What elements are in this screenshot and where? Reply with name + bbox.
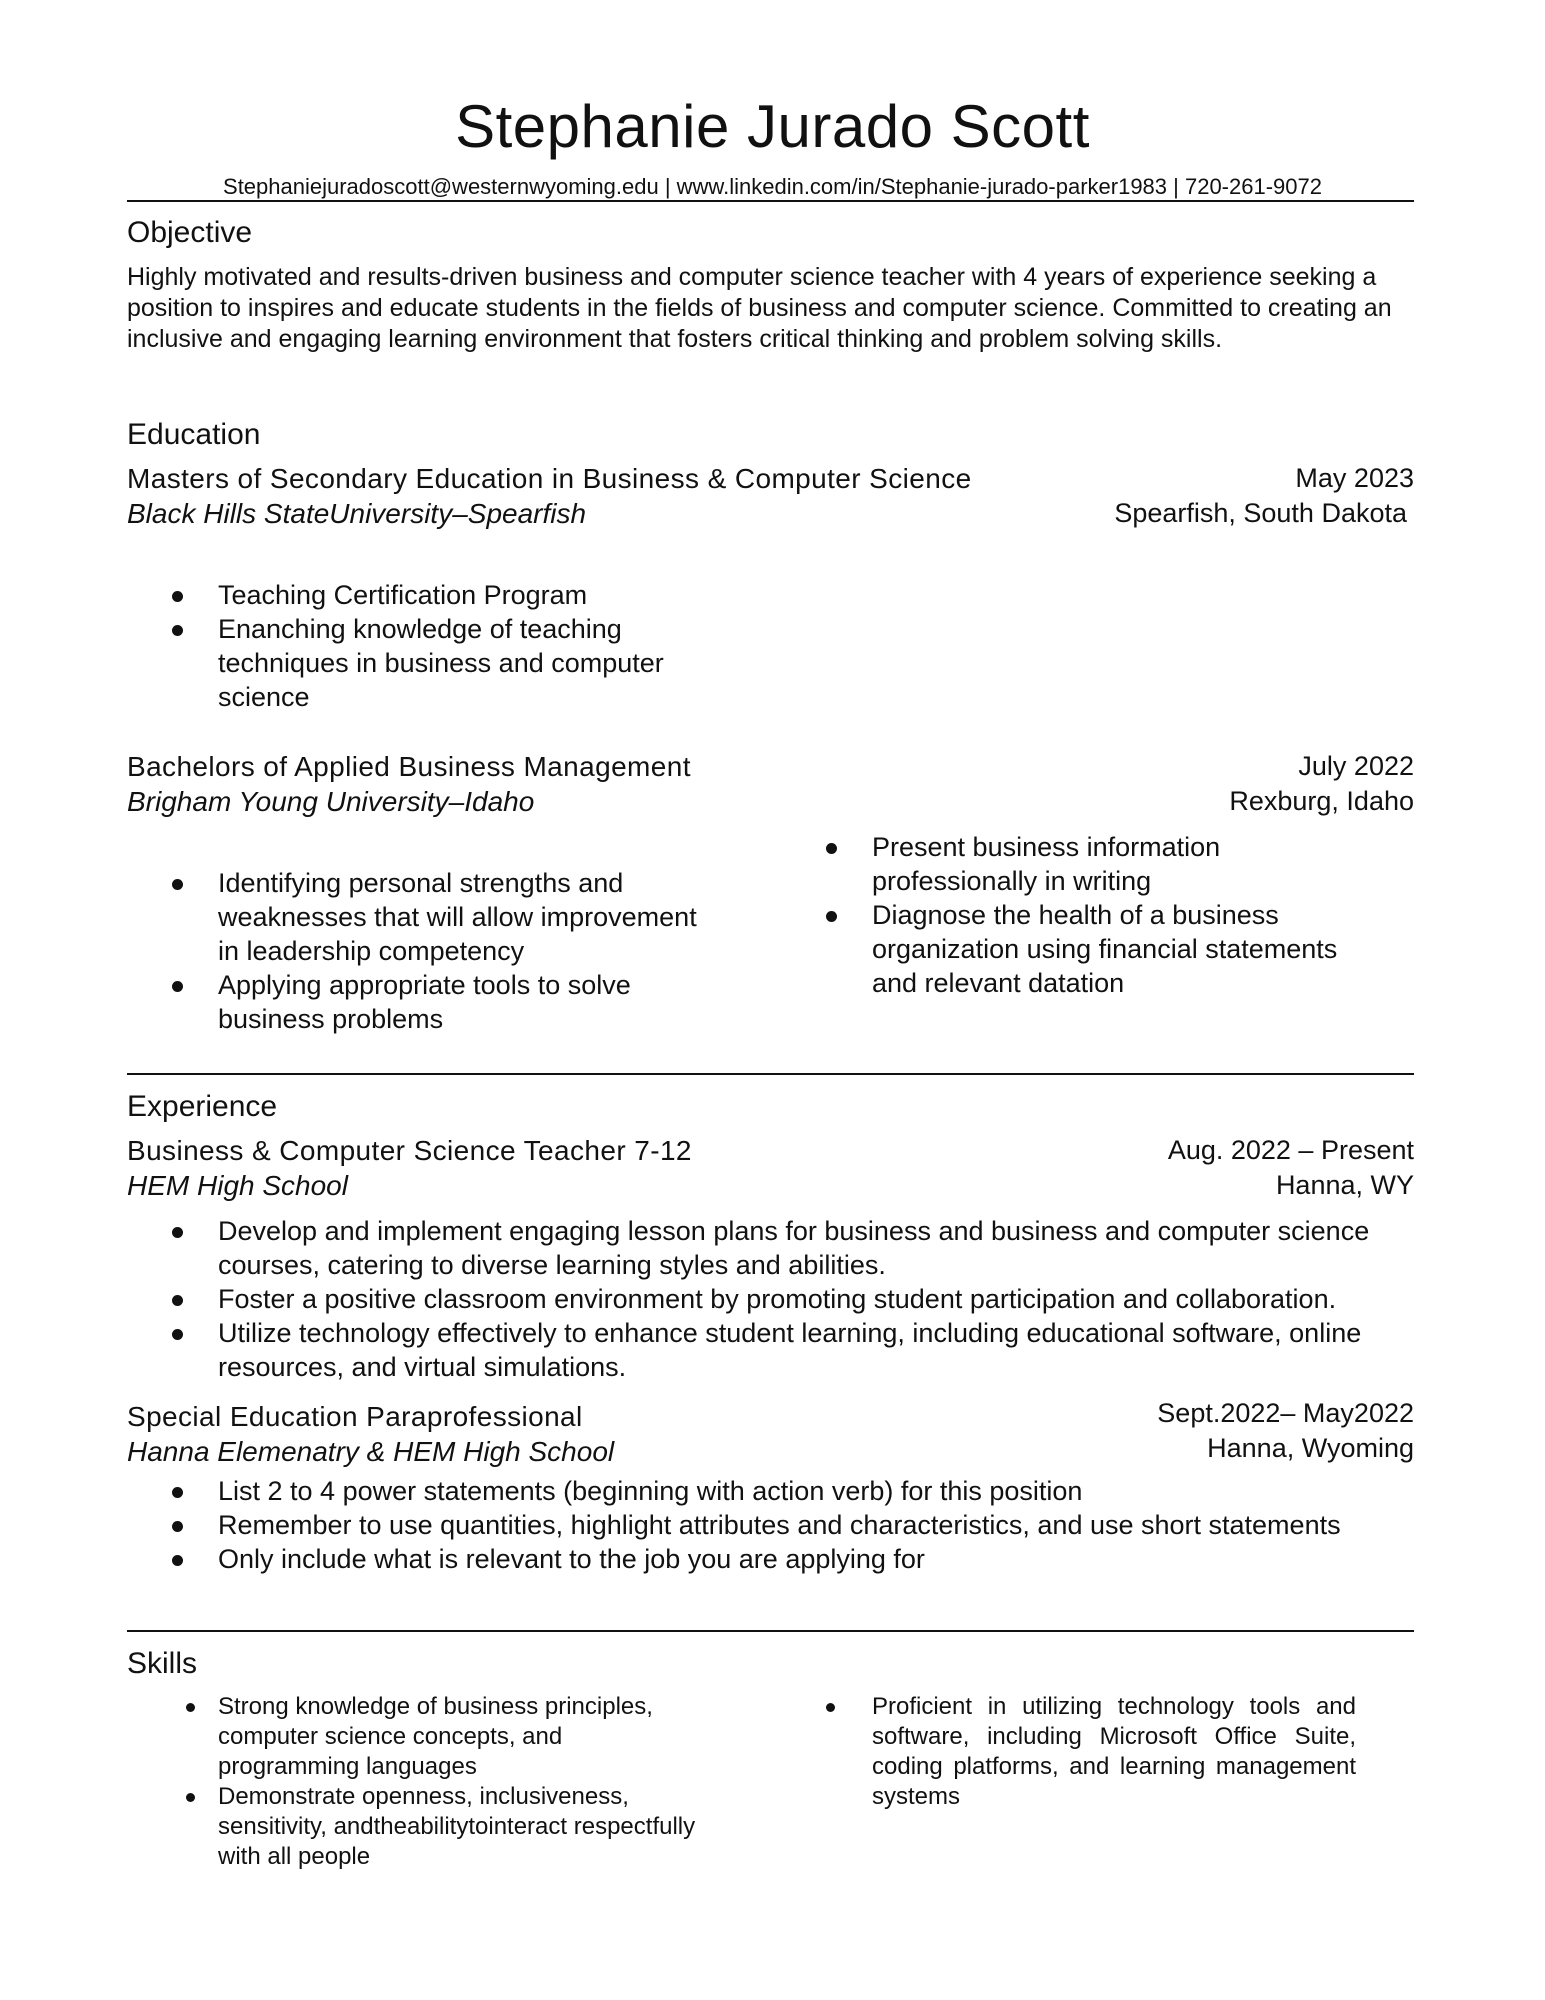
degree-date: July 2022 xyxy=(1298,751,1414,781)
education-heading: Education xyxy=(127,418,261,451)
contact-line: Stephaniejuradoscott@westernwyoming.edu | www.linkedin.com/in/Stephanie-jurado-parker1983 | 720-261-9072 xyxy=(223,174,1322,199)
experience-heading: Experience xyxy=(127,1090,278,1123)
list-item: Enanching knowledge of teaching techniques in business and computer science xyxy=(172,612,692,714)
list-item: Applying appropriate tools to solve business problems xyxy=(172,968,712,1036)
skills-heading: Skills xyxy=(127,1647,198,1680)
list-item: Teaching Certification Program xyxy=(172,578,692,612)
section-divider xyxy=(127,1630,1414,1632)
list-item: Strong knowledge of business principles, computer science concepts, and programming languages xyxy=(186,1692,706,1782)
section-divider xyxy=(127,1073,1414,1075)
list-item: Proficient in utilizing technology tools and software, including Microsoft Office Suite, coding platforms, and learning management systems xyxy=(826,1692,1356,1812)
list-item: Demonstrate openness, inclusiveness, sensitivity, andtheabilitytointeract respectfully with all people xyxy=(186,1782,706,1872)
list-item: List 2 to 4 power statements (beginning with action verb) for this position xyxy=(172,1474,1412,1508)
education-bullets-left xyxy=(172,866,712,1036)
degree-title: Bachelors of Applied Business Management xyxy=(127,751,691,782)
list-item: Develop and implement engaging lesson plans for business and business and computer science courses, catering to diverse learning styles and abilities. xyxy=(172,1214,1402,1282)
job-dates: Aug. 2022 – Present xyxy=(1167,1135,1414,1165)
job-dates: Sept.2022– May2022 xyxy=(1157,1398,1414,1428)
school-name: Brigham Young University–Idaho xyxy=(127,786,535,817)
degree-title: Masters of Secondary Education in Business & Computer Science xyxy=(127,463,972,494)
job-bullets xyxy=(172,1474,1412,1576)
resume-name: Stephanie Jurado Scott xyxy=(455,93,1090,160)
education-bullets xyxy=(172,578,692,714)
objective-text: Highly motivated and results-driven business and computer science teacher with 4 years of experience seeking a position to inspires and educate students in the fields of business and computer science. Committed to creating an inclusive and engaging learning environment that fosters critical thinking and problem solving skills. xyxy=(127,263,1392,353)
employer-name: HEM High School xyxy=(127,1170,348,1201)
header-divider xyxy=(127,200,1414,202)
degree-date: May 2023 xyxy=(1295,463,1414,493)
list-item: Identifying personal strengths and weaknesses that will allow improvement in leadership competency xyxy=(172,866,712,968)
job-location: Hanna, WY xyxy=(1275,1170,1414,1200)
objective-heading: Objective xyxy=(127,216,253,249)
school-name: Black Hills StateUniversity–Spearfish xyxy=(127,498,587,529)
job-title: Special Education Paraprofessional xyxy=(127,1401,583,1432)
list-item: Diagnose the health of a business organization using financial statements and relevant datation xyxy=(826,898,1366,1000)
skills-list-right xyxy=(826,1692,1356,1812)
job-bullets xyxy=(172,1214,1402,1384)
school-location: Rexburg, Idaho xyxy=(1229,786,1414,816)
list-item: Remember to use quantities, highlight attributes and characteristics, and use short statements xyxy=(172,1508,1412,1542)
job-title: Business & Computer Science Teacher 7-12 xyxy=(127,1135,692,1166)
list-item: Foster a positive classroom environment by promoting student participation and collaboration. xyxy=(172,1282,1402,1316)
list-item: Only include what is relevant to the job you are applying for xyxy=(172,1542,1412,1576)
employer-name: Hanna Elemenatry & HEM High School xyxy=(127,1436,615,1467)
skills-list-left xyxy=(186,1692,706,1872)
job-location: Hanna, Wyoming xyxy=(1207,1433,1414,1463)
education-bullets-right xyxy=(826,830,1366,1000)
list-item: Present business information professionally in writing xyxy=(826,830,1366,898)
school-location: Spearfish, South Dakota xyxy=(1114,498,1407,528)
list-item: Utilize technology effectively to enhance student learning, including educational software, online resources, and virtual simulations. xyxy=(172,1316,1402,1384)
